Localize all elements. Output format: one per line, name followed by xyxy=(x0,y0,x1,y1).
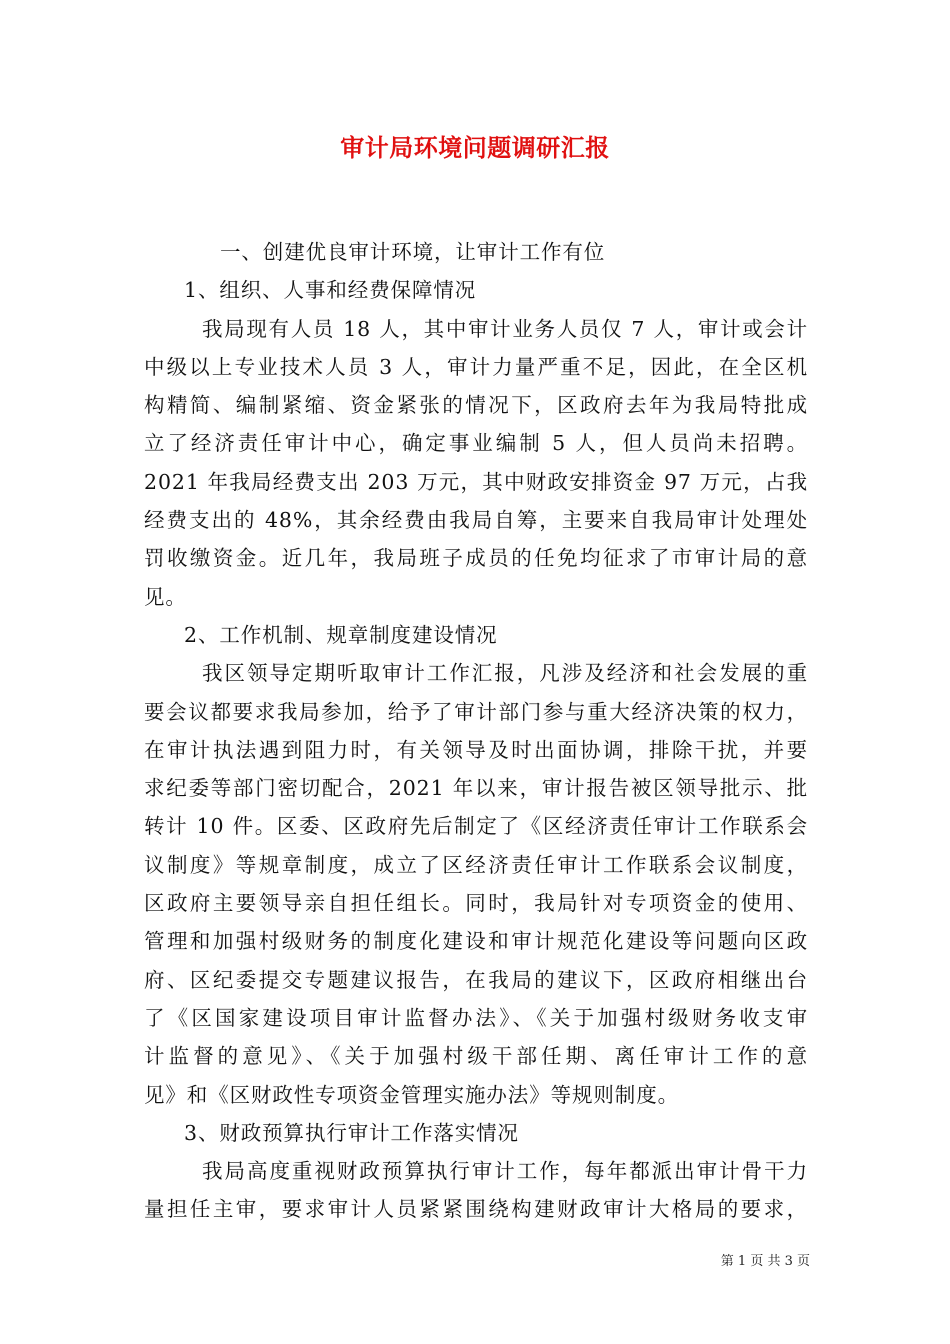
paragraph-line: 管理和加强村级财务的制度化建设和审计规范化建设等问题向区政 xyxy=(144,929,808,954)
paragraph-line: 见。 xyxy=(144,584,187,609)
paragraph-line: 立了经济责任审计中心，确定事业编制 5 人，但人员尚未招聘。 xyxy=(144,431,808,456)
page-number-footer: 第 1 页 共 3 页 xyxy=(720,1254,810,1269)
paragraph-line: 转计 10 件。区委、区政府先后制定了《区经济责任审计工作联系会 xyxy=(144,814,808,839)
paragraph-line: 在审计执法遇到阻力时，有关领导及时出面协调，排除干扰，并要 xyxy=(144,737,808,762)
paragraph-line: 要会议都要求我局参加，给予了审计部门参与重大经济决策的权力， xyxy=(144,699,808,724)
subsection-heading: 1、组织、人事和经费保障情况 xyxy=(184,278,477,303)
paragraph-line: 经费支出的 48%，其余经费由我局自筹，主要来自我局审计处理处 xyxy=(144,508,808,533)
paragraph-line: 求纪委等部门密切配合，2021 年以来，审计报告被区领导批示、批 xyxy=(144,776,808,801)
paragraph-line: 罚收缴资金。近几年，我局班子成员的任免均征求了市审计局的意 xyxy=(144,546,808,571)
paragraph-line: 了《区国家建设项目审计监督办法》、《关于加强村级财务收支审 xyxy=(144,1005,808,1030)
paragraph-line: 区政府主要领导亲自担任组长。同时，我局针对专项资金的使用、 xyxy=(144,891,808,916)
paragraph-line: 2021 年我局经费支出 203 万元，其中财政安排资金 97 万元，占我 xyxy=(144,469,808,494)
paragraph-line: 中级以上专业技术人员 3 人，审计力量严重不足，因此，在全区机 xyxy=(144,354,808,379)
paragraph-line: 计监督的意见》、《关于加强村级干部任期、离任审计工作的意 xyxy=(144,1044,808,1069)
paragraph-line: 见》和《区财政性专项资金管理实施办法》等规则制度。 xyxy=(144,1082,679,1107)
document-title: 审计局环境问题调研汇报 xyxy=(340,133,610,162)
subsection-heading: 2、工作机制、规章制度建设情况 xyxy=(184,622,498,647)
paragraph-line: 我局现有人员 18 人，其中审计业务人员仅 7 人，审计或会计 xyxy=(202,316,808,341)
paragraph-line: 量担任主审，要求审计人员紧紧围绕构建财政审计大格局的要求， xyxy=(144,1197,808,1222)
subsection-heading: 3、财政预算执行审计工作落实情况 xyxy=(184,1120,519,1145)
paragraph-line: 我区领导定期听取审计工作汇报，凡涉及经济和社会发展的重 xyxy=(202,661,808,686)
section-heading: 一、创建优良审计环境，让审计工作有位 xyxy=(220,240,606,264)
paragraph-line: 构精简、编制紧缩、资金紧张的情况下，区政府去年为我局特批成 xyxy=(144,393,808,418)
paragraph-line: 府、区纪委提交专题建议报告，在我局的建议下，区政府相继出台 xyxy=(144,967,808,992)
paragraph-line: 议制度》等规章制度，成立了区经济责任审计工作联系会议制度， xyxy=(144,852,808,877)
document-body xyxy=(144,233,808,1229)
paragraph-line: 我局高度重视财政预算执行审计工作，每年都派出审计骨干力 xyxy=(202,1159,808,1184)
